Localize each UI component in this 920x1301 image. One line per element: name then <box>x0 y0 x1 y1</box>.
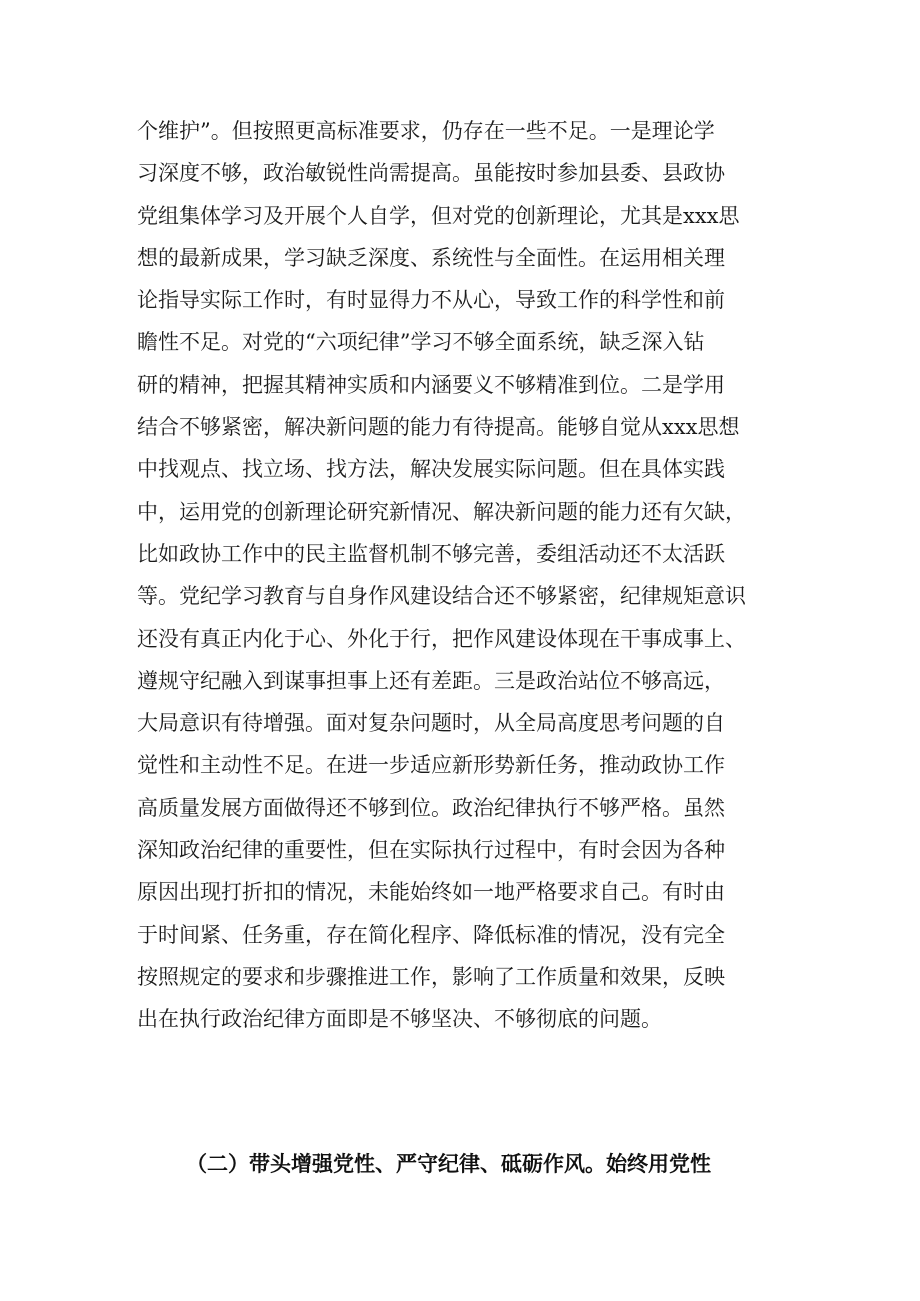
text-line: 还没有真正内化于心、外化于行，把作风建设体现在干事成事上、 <box>137 626 746 651</box>
text-line: 比如政协工作中的民主监督机制不够完善，委组活动还不太活跃 <box>137 541 725 566</box>
text-line: 遵规守纪融入到谋事担事上还有差距。三是政治站位不够高远， <box>137 668 725 693</box>
text-line: 按照规定的要求和步骤推进工作，影响了工作质量和效果，反映 <box>137 964 725 989</box>
text-line: 于时间紧、任务重，存在简化程序、降低标准的情况，没有完全 <box>137 922 725 947</box>
body-paragraph <box>137 110 797 1041</box>
text-line: 结合不够紧密，解决新问题的能力有待提高。能够自觉从xxx思想 <box>137 415 740 440</box>
text-line: 高质量发展方面做得还不够到位。政治纪律执行不够严格。虽然 <box>137 795 725 820</box>
text-line: 习深度不够，政治敏锐性尚需提高。虽能按时参加县委、县政协 <box>137 161 725 186</box>
text-line: 想的最新成果，学习缺乏深度、系统性与全面性。在运用相关理 <box>137 245 725 270</box>
text-line: 等。党纪学习教育与自身作风建设结合还不够紧密，纪律规矩意识 <box>137 584 746 609</box>
text-line: 深知政治纪律的重要性，但在实际执行过程中，有时会因为各种 <box>137 838 725 863</box>
text-line: 瞻性不足。对党的“六项纪律”学习不够全面系统，缺乏深入钻 <box>137 330 705 355</box>
section-heading: （二）带头增强党性、严守纪律、砥砺作风。始终用党性 <box>186 1151 711 1176</box>
text-line: 研的精神，把握其精神实质和内涵要义不够精准到位。二是学用 <box>137 372 725 397</box>
text-line: 中，运用党的创新理论研究新情况、解决新问题的能力还有欠缺， <box>137 499 746 524</box>
text-line: 中找观点、找立场、找方法，解决发展实际问题。但在具体实践 <box>137 457 725 482</box>
text-line: 原因出现打折扣的情况，未能始终如一地严格要求自己。有时由 <box>137 880 725 905</box>
text-line: 个维护”。但按照更高标准要求，仍存在一些不足。一是理论学 <box>137 119 715 143</box>
text-line: 觉性和主动性不足。在进一步适应新形势新任务，推动政协工作 <box>137 753 725 778</box>
text-line: 党组集体学习及开展个人自学，但对党的创新理论，尤其是xxx思 <box>137 203 740 228</box>
text-line: 论指导实际工作时，有时显得力不从心，导致工作的科学性和前 <box>137 288 725 313</box>
text-line: 大局意识有待增强。面对复杂问题时，从全局高度思考问题的自 <box>137 711 725 736</box>
text-line: 出在执行政治纪律方面即是不够坚决、不够彻底的问题。 <box>137 1007 662 1032</box>
